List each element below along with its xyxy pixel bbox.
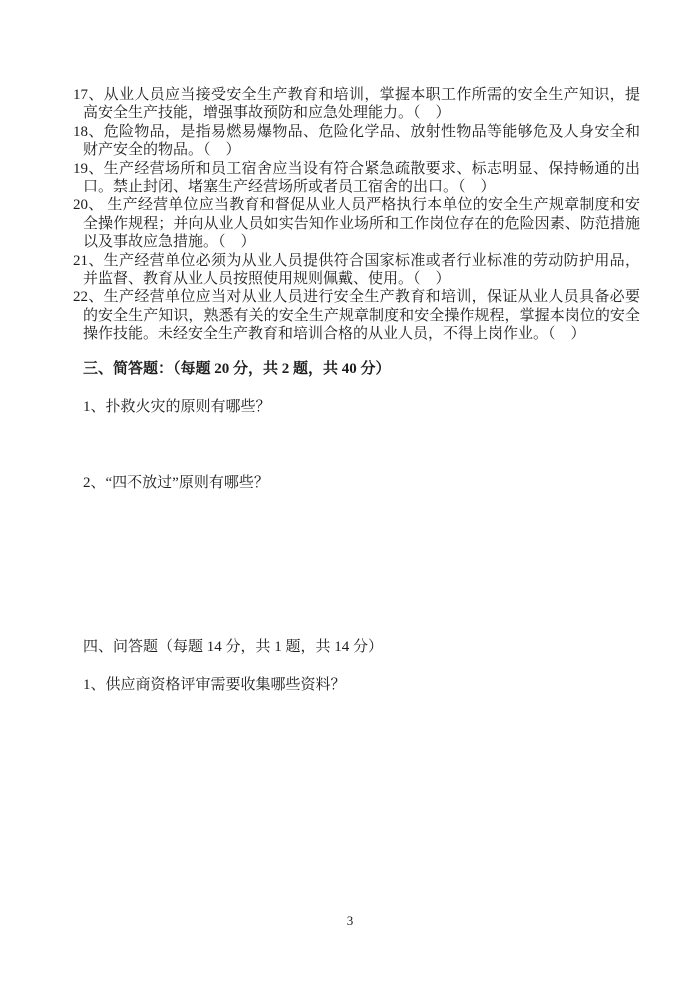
true-false-question-list <box>0 86 700 344</box>
section-title-essay: 四、问答题（每题 14 分，共 1 题，共 14 分） <box>83 638 384 655</box>
true-false-item-18: 18、危险物品，是指易燃易爆物品、危险化学品、放射性物品等能够危及人身安全和财产安全的物品。（ ） <box>73 123 640 159</box>
short-answer-question-2: 2、“四不放过”原则有哪些？ <box>83 474 269 491</box>
true-false-item-19: 19、生产经营场所和员工宿舍应当设有符合紧急疏散要求、标志明显、保持畅通的出口。禁止封闭、堵塞生产经营场所或者员工宿舍的出口。（ ） <box>73 160 640 196</box>
essay-question-1: 1、供应商资格评审需要收集哪些资料？ <box>83 677 346 694</box>
true-false-item-20: 20、 生产经营单位应当教育和督促从业人员严格执行本单位的安全生产规章制度和安全操作规程；并向从业人员如实告知作业场所和工作岗位存在的危险因素、防范措施以及事故应急措施。（ ） <box>73 197 640 251</box>
true-false-item-17: 17、从业人员应当接受安全生产教育和培训，掌握本职工作所需的安全生产知识，提高安全生产技能，增强事故预防和应急处理能力。（ ） <box>73 87 640 122</box>
true-false-item-22: 22、生产经营单位应当对从业人员进行安全生产教育和培训，保证从业人员具备必要的安全生产知识，熟悉有关的安全生产规章制度和安全操作规程，掌握本岗位的安全操作技能。未经安全生产教育和培训合格的从业人员，不得上岗作业。（ ） <box>73 289 640 343</box>
short-answer-question-1: 1、扑救火灾的原则有哪些？ <box>83 399 271 416</box>
page-number: 3 <box>346 913 354 928</box>
page-content <box>0 86 700 695</box>
section-title-short-answer: 三、简答题：（每题 20 分，共 2 题，共 40 分） <box>83 360 391 377</box>
true-false-item-21: 21、生产经营单位必须为从业人员提供符合国家标准或者行业标准的劳动防护用品，并监督、教育从业人员按照使用规则佩戴、使用。（ ） <box>73 252 640 288</box>
